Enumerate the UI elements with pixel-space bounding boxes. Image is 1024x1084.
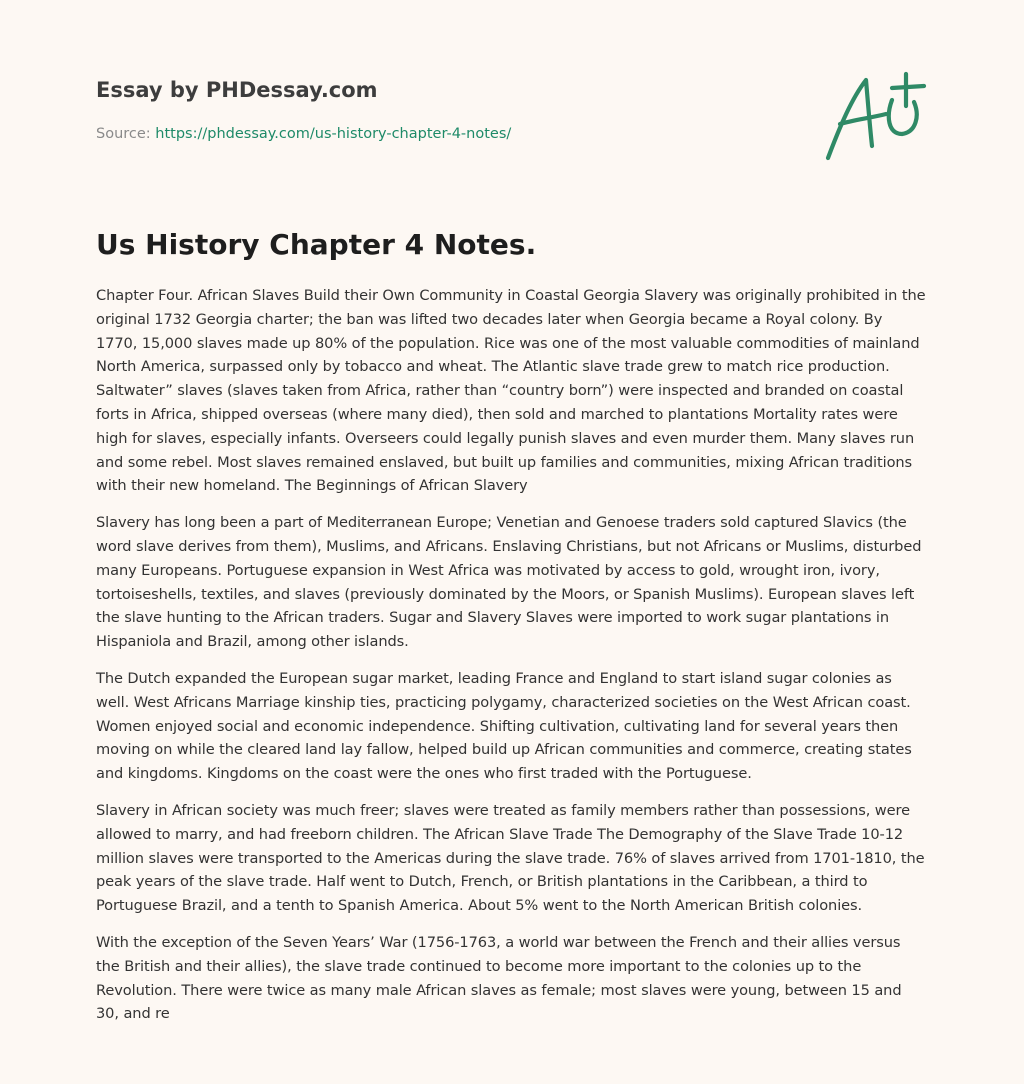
site-brand: Essay by PHDessay.com [96,78,378,102]
essay-title: Us History Chapter 4 Notes. [96,228,537,261]
essay-paragraph: The Dutch expanded the European sugar market, leading France and England to start island sugar colonies as well. West Africans Marriage kinship ties, practicing polygamy, characterized societies on the West African coast. Women enjoyed social and economic independence. Shifting cultivation, cultivating land for several years then moving on while the cleared land lay fallow, helped build up African communities and commerce, creating states and kingdoms. Kingdoms on the coast were the ones who first traded with the Portuguese. [96,669,912,783]
header [96,76,796,144]
source-line [96,124,796,144]
essay-paragraph: Slavery in African society was much freer; slaves were treated as family members rather than possessions, were allowed to marry, and had freeborn children. The African Slave Trade The Demography of the Slave Trade 10-12 million slaves were transported to the Americas during the slave trade. 76% of slaves arrived from 1701-1810, the peak years of the slave trade. Half went to Dutch, French, or British plantations in the Caribbean, a third to Portuguese Brazil, and a tenth to Spanish America. About 5% went to the North American British colonies. [96,801,925,915]
essay-body [96,284,928,1039]
essay-paragraph: Slavery has long been a part of Mediterranean Europe; Venetian and Genoese traders sold captured Slavics (the word slave derives from them), Muslims, and Africans. Enslaving Christians, but not Africans or Muslims, disturbed many Europeans. Portuguese expansion in West Africa was motivated by access to gold, wrought iron, ivory, tortoiseshells, textiles, and slaves (previously dominated by the Moors, or Spanish Muslims). European slaves left the slave hunting to the African traders. Sugar and Slavery Slaves were imported to work sugar plantations in Hispaniola and Brazil, among other islands. [96,514,922,651]
essay-paragraph: With the exception of the Seven Years’ War (1756-1763, a world war between the French and their allies versus the British and their allies), the slave trade continued to become more important to the colonies up to the Revolution. There were twice as many male African slaves as female; most slaves were young, between 15 and 30, and re [96,933,902,1023]
source-label: Source: [96,126,151,142]
a-plus-logo-icon [818,64,930,168]
essay-paragraph: Chapter Four. African Slaves Build their Own Community in Coastal Georgia Slavery was originally prohibited in the original 1732 Georgia charter; the ban was lifted two decades later when Georgia became a Royal colony. By 1770, 15,000 slaves made up 80% of the population. Rice was one of the most valuable commodities of mainland North America, surpassed only by tobacco and wheat. The Atlantic slave trade grew to match rice production. Saltwater” slaves (slaves taken from Africa, rather than “country born”) were inspected and branded on coastal forts in Africa, shipped overseas (where many died), then sold and marched to plantations Mortality rates were high for slaves, especially infants. Overseers could legally punish slaves and even murder them. Many slaves run and some rebel. Most slaves remained enslaved, but built up families and communities, mixing African traditions with their new homeland. The Beginnings of African Slavery [96,287,926,495]
source-link[interactable]: https://phdessay.com/us-history-chapter-4-notes/ [155,126,512,142]
